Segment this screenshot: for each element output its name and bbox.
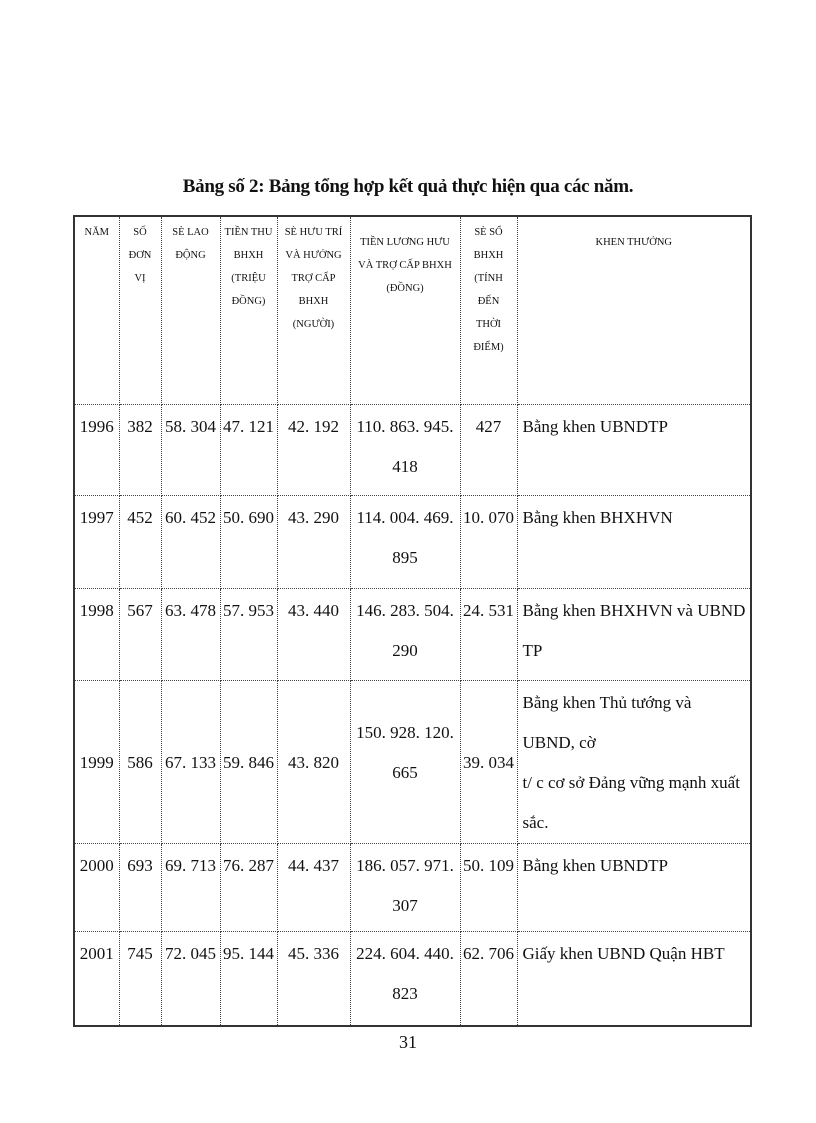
cell-workers: 67. 133 (161, 680, 220, 843)
cell-pensioners: 44. 437 (277, 843, 350, 931)
results-table (73, 215, 752, 1027)
cell-year: 1998 (74, 588, 119, 680)
table-row (74, 680, 751, 843)
cell-revenue: 95. 144 (220, 931, 277, 1026)
cell-revenue: 47. 121 (220, 404, 277, 495)
header-revenue: TIỀN THU BHXH (TRIỆU ĐỒNG) (220, 216, 277, 404)
cell-pensioners: 43. 820 (277, 680, 350, 843)
header-year: NĂM (74, 216, 119, 404)
cell-pension-amount: 114. 004. 469. 895 (350, 495, 460, 588)
cell-award: Bằng khen Thủ tướng và UBND, cờ t/ c cơ sở Đảng vững mạnh xuất sắc. (517, 680, 751, 843)
cell-units: 567 (119, 588, 161, 680)
cell-year: 2001 (74, 931, 119, 1026)
cell-pensioners: 43. 290 (277, 495, 350, 588)
cell-revenue: 57. 953 (220, 588, 277, 680)
cell-award: Bằng khen UBNDTP (517, 404, 751, 495)
header-pensioners: SÈ HƯU TRÍ VÀ HƯỞNG TRỢ CẤP BHXH (NGƯỜI) (277, 216, 350, 404)
cell-award: Giấy khen UBND Quận HBT (517, 931, 751, 1026)
cell-pension-amount: 110. 863. 945. 418 (350, 404, 460, 495)
cell-books: 427 (460, 404, 517, 495)
table-title: Bảng số 2: Bảng tổng hợp kết quả thực hiện qua các năm. (182, 176, 634, 197)
cell-books: 10. 070 (460, 495, 517, 588)
header-awards: KHEN THƯỞNG (517, 216, 751, 404)
cell-books: 39. 034 (460, 680, 517, 843)
cell-revenue: 76. 287 (220, 843, 277, 931)
cell-units: 745 (119, 931, 161, 1026)
cell-units: 452 (119, 495, 161, 588)
page-number: 31 (399, 1032, 417, 1052)
cell-units: 586 (119, 680, 161, 843)
cell-pension-amount: 224. 604. 440. 823 (350, 931, 460, 1026)
cell-workers: 72. 045 (161, 931, 220, 1026)
cell-pensioners: 43. 440 (277, 588, 350, 680)
table-row (74, 843, 751, 931)
cell-units: 693 (119, 843, 161, 931)
cell-units: 382 (119, 404, 161, 495)
cell-year: 1999 (74, 680, 119, 843)
table-row (74, 588, 751, 680)
header-books: SÈ SỔ BHXH (TÍNH ĐẾN THỜI ĐIỂM) (460, 216, 517, 404)
cell-books: 62. 706 (460, 931, 517, 1026)
cell-pension-amount: 146. 283. 504. 290 (350, 588, 460, 680)
cell-workers: 58. 304 (161, 404, 220, 495)
cell-revenue: 50. 690 (220, 495, 277, 588)
cell-year: 2000 (74, 843, 119, 931)
cell-award: Bằng khen UBNDTP (517, 843, 751, 931)
header-row (74, 216, 751, 404)
cell-revenue: 59. 846 (220, 680, 277, 843)
cell-workers: 69. 713 (161, 843, 220, 931)
table-row (74, 404, 751, 495)
cell-pensioners: 42. 192 (277, 404, 350, 495)
cell-workers: 60. 452 (161, 495, 220, 588)
table-row (74, 495, 751, 588)
cell-award: Bằng khen BHXHVN (517, 495, 751, 588)
results-table-container (73, 215, 750, 1027)
cell-year: 1997 (74, 495, 119, 588)
cell-books: 24. 531 (460, 588, 517, 680)
header-units: SỐ ĐƠN VỊ (119, 216, 161, 404)
table-row (74, 931, 751, 1026)
cell-pensioners: 45. 336 (277, 931, 350, 1026)
cell-year: 1996 (74, 404, 119, 495)
cell-workers: 63. 478 (161, 588, 220, 680)
cell-pension-amount: 186. 057. 971. 307 (350, 843, 460, 931)
cell-pension-amount: 150. 928. 120. 665 (350, 680, 460, 843)
header-workers: SÈ LAO ĐỘNG (161, 216, 220, 404)
header-pension-amount: TIỀN LƯƠNG HƯU VÀ TRỢ CẤP BHXH (ĐỒNG) (350, 216, 460, 404)
cell-award: Bằng khen BHXHVN và UBND TP (517, 588, 751, 680)
cell-books: 50. 109 (460, 843, 517, 931)
